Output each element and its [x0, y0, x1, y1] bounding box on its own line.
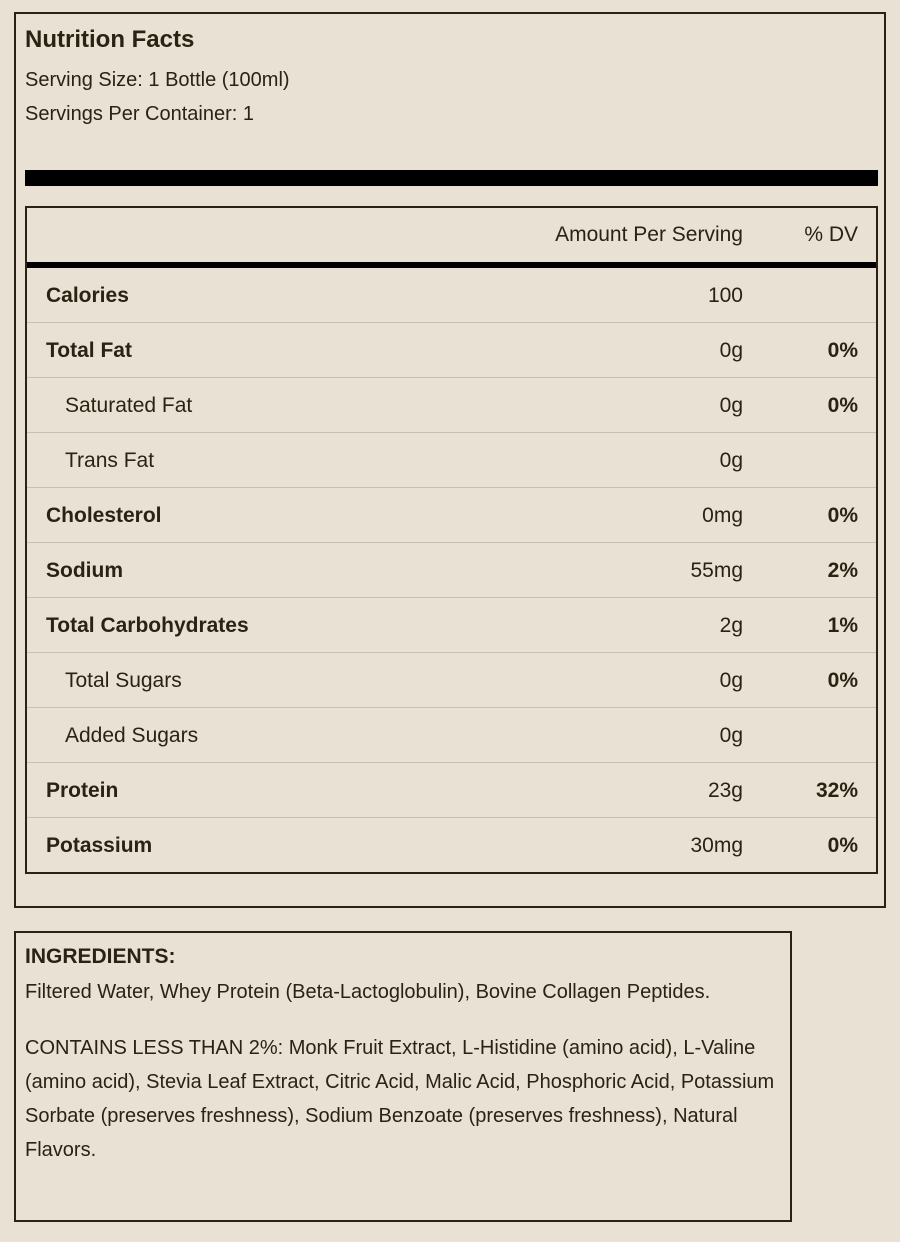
nutrient-amount: 0g [719, 669, 743, 692]
nutrient-rows [27, 268, 876, 873]
nutrient-row-added-sugars [27, 708, 876, 763]
thick-divider [25, 170, 878, 186]
nutrient-row-total-carbohydrates [27, 598, 876, 653]
nutrient-amount: 0g [719, 724, 743, 747]
nutrient-amount: 0g [719, 394, 743, 417]
nutrient-row-saturated-fat [27, 378, 876, 433]
nutrient-name: Total Carbohydrates [46, 614, 249, 637]
nutrient-amount: 100 [707, 284, 743, 307]
nutrient-name: Cholesterol [46, 504, 162, 527]
nutrient-row-cholesterol [27, 488, 876, 543]
nutrient-name: Protein [46, 779, 119, 802]
nutrient-row-sodium [27, 543, 876, 598]
nutrient-amount: 23g [707, 779, 743, 802]
serving-size: Serving Size: 1 Bottle (100ml) [25, 69, 290, 91]
ingredients-list: Filtered Water, Whey Protein (Beta-Lactoglobulin), Bovine Collagen Peptides. [25, 981, 711, 1003]
nutrient-row-trans-fat [27, 433, 876, 488]
nutrient-dv: 32% [815, 779, 858, 802]
nutrient-dv: 0% [827, 834, 858, 857]
nutrient-row-potassium [27, 818, 876, 873]
nutrient-dv: 0% [827, 394, 858, 417]
header-amount-per-serving: Amount Per Serving [555, 223, 743, 246]
ingredients-panel [14, 931, 792, 1222]
nutrition-facts-title: Nutrition Facts [25, 26, 195, 53]
nutrient-name: Calories [46, 284, 129, 307]
servings-per-container: Servings Per Container: 1 [25, 103, 255, 125]
nutrient-amount: 0g [719, 339, 743, 362]
header-daily-value: % DV [804, 223, 858, 246]
ingredients-heading: INGREDIENTS: [25, 945, 176, 968]
nutrient-name: Added Sugars [65, 724, 199, 747]
nutrient-row-calories [27, 268, 876, 323]
nutrient-name: Trans Fat [65, 449, 155, 472]
nutrient-name: Total Sugars [65, 669, 182, 692]
nutrient-amount: 30mg [690, 834, 743, 857]
nutrient-amount: 0mg [702, 504, 743, 527]
nutrient-dv: 0% [827, 339, 858, 362]
nutrient-amount: 2g [719, 614, 743, 637]
nutrition-facts-panel [14, 12, 886, 908]
nutrient-row-total-sugars [27, 653, 876, 708]
nutrient-name: Saturated Fat [65, 394, 193, 417]
nutrient-amount: 55mg [690, 559, 743, 582]
nutrient-dv: 0% [827, 669, 858, 692]
nutrient-row-total-fat [27, 323, 876, 378]
nutrient-name: Total Fat [46, 339, 132, 362]
nutrient-row-protein [27, 763, 876, 818]
ingredients-less-than-2-percent: CONTAINS LESS THAN 2%: Monk Fruit Extract, L-Histidine (amino acid), L-Valine (amino acid), Stevia Leaf Extract, Citric Acid, Malic Acid, Phosphoric Acid, Potassium Sorbate (preserves freshness), Sodium Benzoate (preserves freshness), Natural Flavors. [25, 1037, 775, 1161]
nutrient-name: Sodium [46, 559, 123, 582]
nutrient-dv: 2% [827, 559, 858, 582]
table-header [27, 208, 876, 264]
nutrient-name: Potassium [46, 834, 153, 857]
nutrition-table [25, 206, 878, 874]
nutrient-dv: 1% [827, 614, 858, 637]
nutrient-dv: 0% [827, 504, 858, 527]
nutrient-amount: 0g [719, 449, 743, 472]
